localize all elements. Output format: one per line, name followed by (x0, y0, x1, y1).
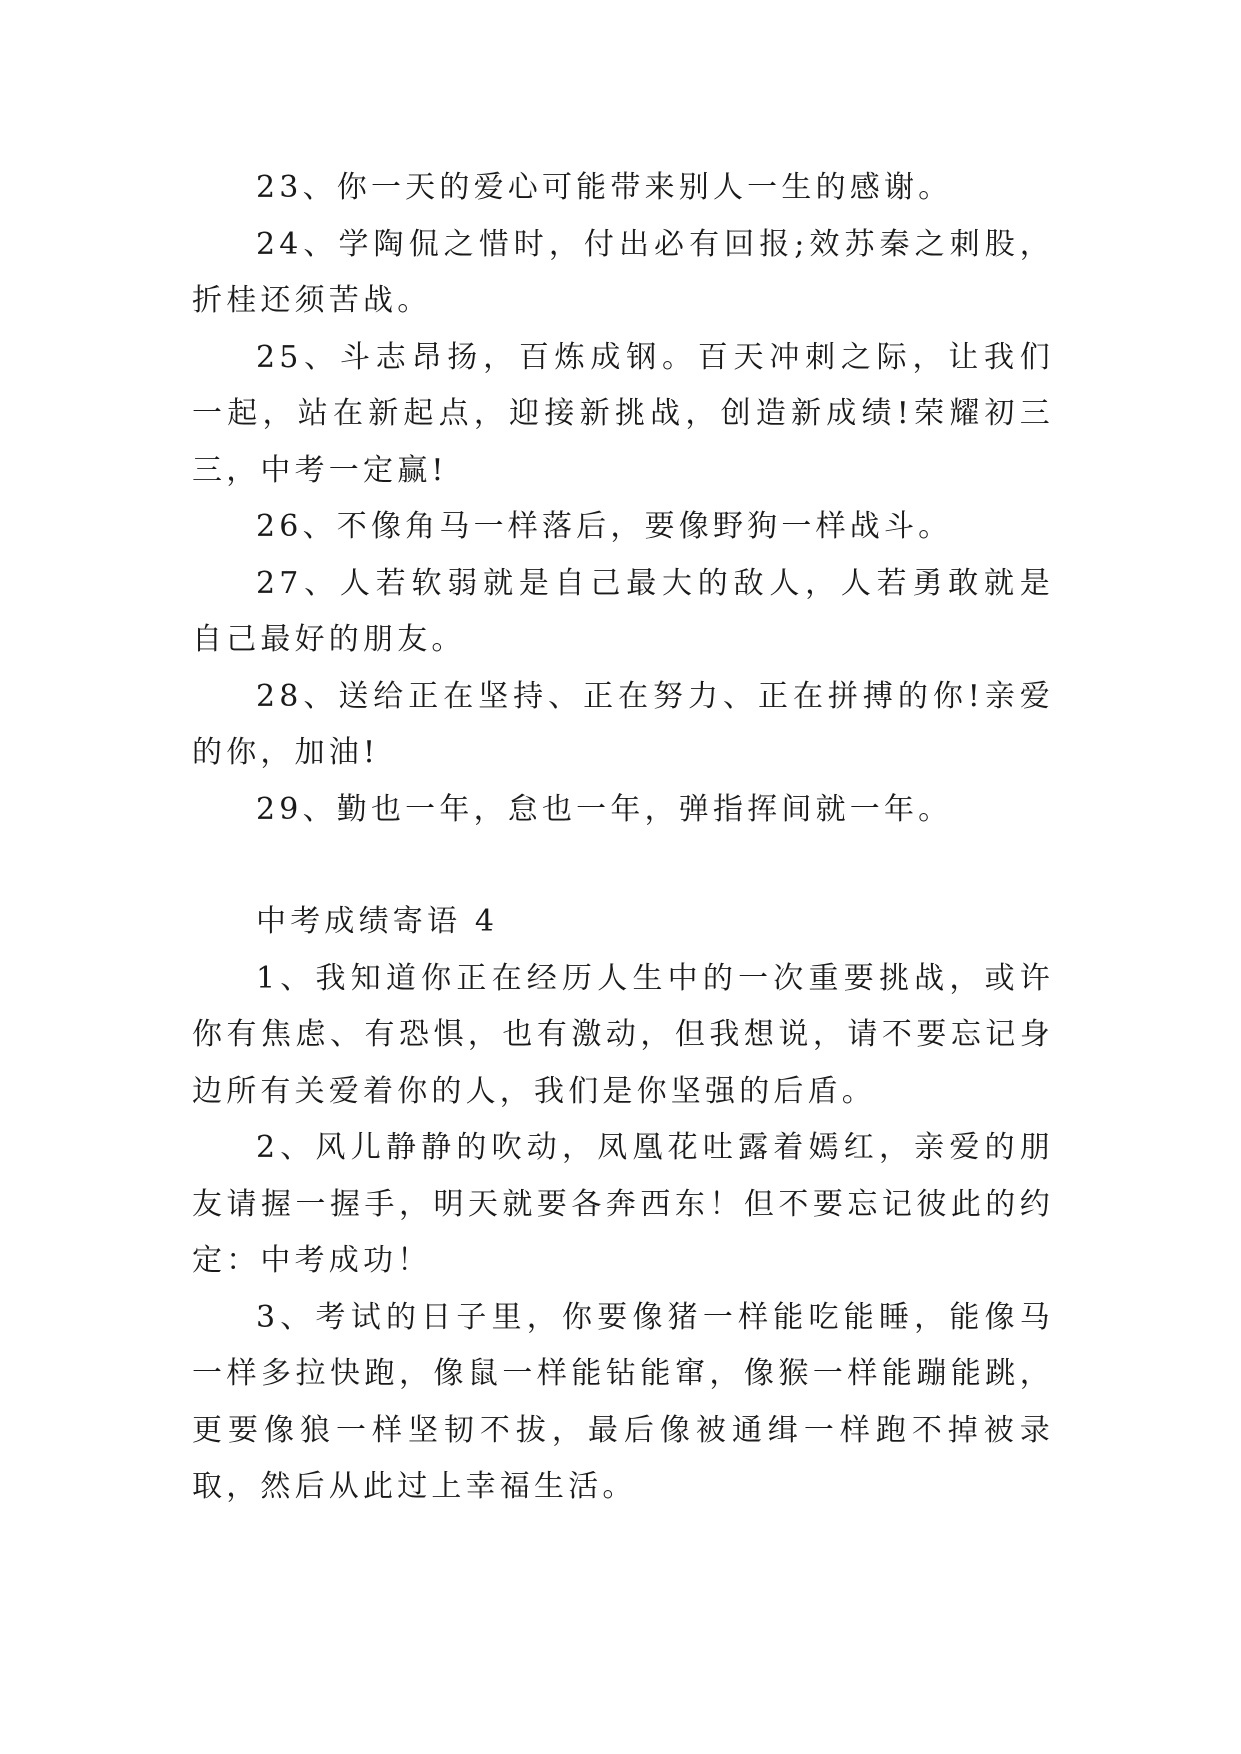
paragraph-27: 27、人若软弱就是自己最大的敌人，人若勇敢就是自己最好的朋友。 (192, 565, 1054, 657)
paragraph-26: 26、不像角马一样落后，要像野狗一样战斗。 (256, 509, 953, 544)
section-heading: 中考成绩寄语 4 (256, 904, 499, 939)
paragraph-29: 29、勤也一年，怠也一年，弹指挥间就一年。 (256, 791, 953, 827)
paragraph-4-3: 3、考试的日子里，你要像猪一样能吃能睡，能像马一样多拉快跑，像鼠一样能钻能窜，像猴一样能蹦能跳，更要像狼一样坚韧不拔，最后像被通缉一样跑不掉被录取，然后从此过上幸福生活。 (192, 1299, 1054, 1504)
paragraph-4-2: 2、风儿静静的吹动，凤凰花吐露着嫣红，亲爱的朋友请握一握手，明天就要各奔西东！但不要忘记彼此的约定：中考成功！ (192, 1130, 1054, 1278)
paragraph-28: 28、送给正在坚持、正在努力、正在拼搏的你!亲爱的你，加油! (192, 678, 1054, 770)
paragraph-25: 25、斗志昂扬，百炼成钢。百天冲刺之际，让我们一起，站在新起点，迎接新挑战，创造新成绩!荣耀初三三，中考一定赢! (192, 339, 1054, 488)
paragraph-24: 24、学陶侃之惜时，付出必有回报;效苏秦之刺股，折桂还须苦战。 (192, 226, 1054, 318)
paragraph-23: 23、你一天的爱心可能带来别人一生的感谢。 (256, 170, 953, 205)
paragraph-4-1: 1、我知道你正在经历人生中的一次重要挑战，或许你有焦虑、有恐惧，也有激动，但我想说，请不要忘记身边所有关爱着你的人，我们是你坚强的后盾。 (192, 960, 1054, 1109)
document-body (192, 160, 1054, 1516)
